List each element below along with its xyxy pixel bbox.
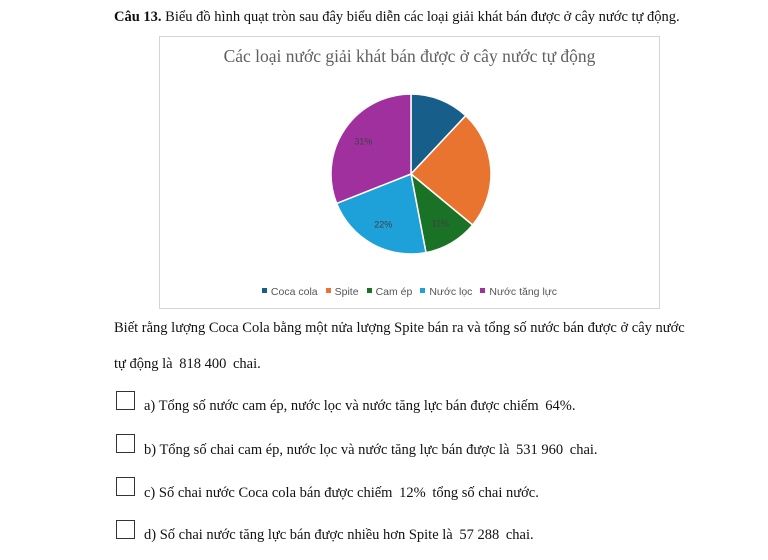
data-label-cam-ép: 11% [431, 218, 450, 229]
chart-legend [160, 286, 659, 298]
option-a-value: 64%. [545, 398, 576, 414]
option-b-value: 531 960 [516, 442, 564, 458]
problem-statement-line-1: Biết rằng lượng Coca Cola bằng một nửa lượng Spite bán ra và tổng số nước bán được ở cây nước [114, 320, 685, 336]
legend-label: Coca cola [270, 286, 318, 298]
option-d [144, 527, 534, 544]
chart-title: Các loại nước giải khát bán được ở cây nước tự động [223, 46, 596, 66]
option-d-checkbox[interactable] [116, 520, 135, 539]
legend-label: Spite [334, 286, 359, 298]
total-value: 818 400 [179, 356, 227, 372]
legend-item-coca-cola [262, 286, 318, 298]
problem-statement-line-2 [114, 356, 261, 373]
option-c-suffix: tổng số chai nước. [432, 485, 539, 501]
option-d-value: 57 288 [459, 527, 500, 543]
total-prefix: tự động là [114, 356, 173, 372]
legend-item-nước-lọc [420, 286, 472, 298]
data-label-nước-tăng-lực: 31% [354, 136, 373, 147]
legend-label: Nước tăng lực [489, 286, 558, 298]
option-c-value: 12% [399, 485, 426, 501]
legend-swatch [480, 288, 485, 293]
option-a-text: a) Tổng số nước cam ép, nước lọc và nước tăng lực bán được chiếm [144, 398, 539, 414]
data-label-nước-lọc: 22% [374, 219, 393, 230]
legend-swatch [420, 288, 425, 293]
option-d-suffix: chai. [505, 527, 534, 543]
option-b-suffix: chai. [569, 442, 598, 458]
legend-swatch [326, 288, 331, 293]
legend-item-cam-ép [367, 286, 413, 298]
legend-label: Nước lọc [429, 286, 473, 298]
pie-chart [159, 36, 660, 309]
option-a-checkbox[interactable] [116, 391, 135, 410]
question-text: Biểu đồ hình quạt tròn sau đây biểu diễn các loại giải khát bán được ở cây nước tự động. [165, 9, 680, 25]
option-d-text: d) Số chai nước tăng lực bán được nhiều hơn Spite là [144, 527, 453, 543]
pie-chart-svg [160, 37, 661, 310]
option-c [144, 485, 539, 502]
option-c-text: c) Số chai nước Coca cola bán được chiếm [144, 485, 393, 501]
option-c-checkbox[interactable] [116, 477, 135, 496]
legend-label: Cam ép [375, 286, 413, 298]
total-suffix: chai. [232, 356, 261, 372]
legend-item-spite [326, 286, 359, 298]
question-heading [114, 9, 680, 26]
question-number: Câu 13. [114, 9, 162, 25]
option-a [144, 398, 578, 415]
legend-swatch [367, 288, 372, 293]
legend-swatch [262, 288, 267, 293]
option-b-checkbox[interactable] [116, 434, 135, 453]
option-b [144, 442, 598, 459]
option-b-text: b) Tổng số chai cam ép, nước lọc và nước tăng lực bán được là [144, 442, 510, 458]
legend-item-nước-tăng-lực [480, 286, 557, 298]
